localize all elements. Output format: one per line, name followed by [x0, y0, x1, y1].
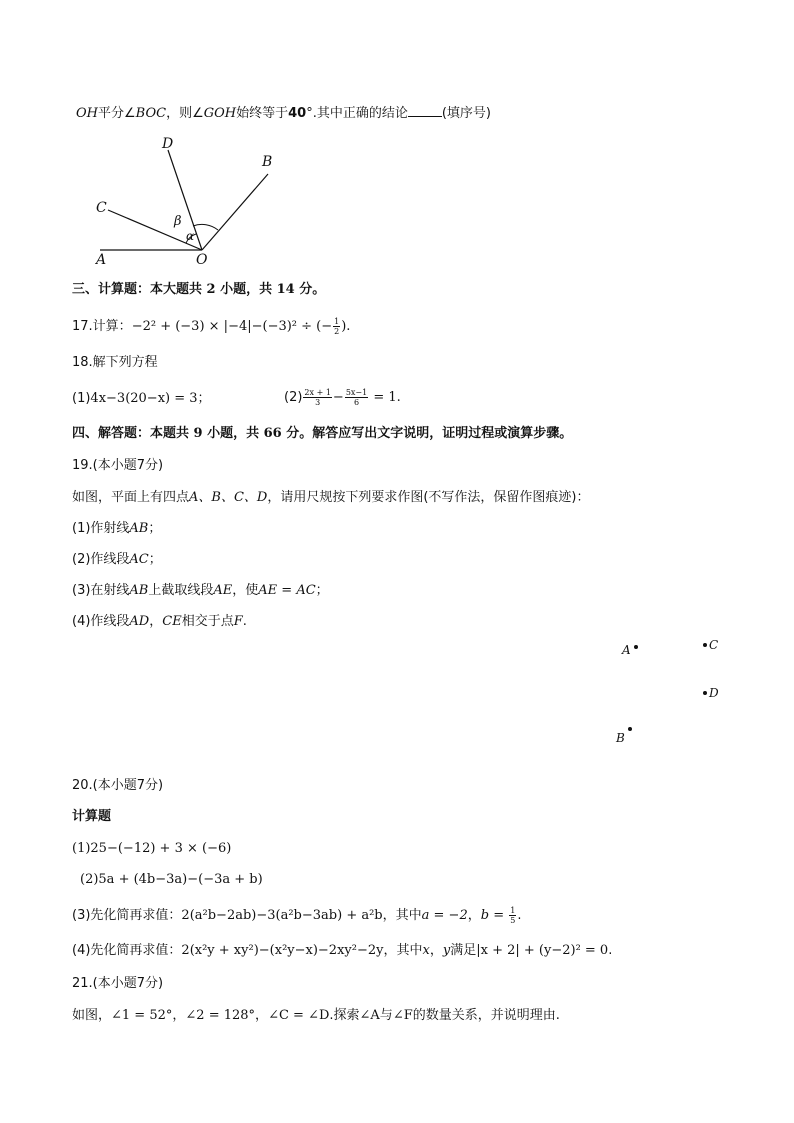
q20-p4-a: (4)先化简再求值： — [72, 943, 182, 958]
q19-step3 — [72, 582, 329, 600]
q20-p3-d: a = −2 — [421, 908, 468, 923]
q20-p3-c: ，其中 — [382, 908, 422, 923]
q21-t-b: ∠1 = 52° — [111, 1008, 173, 1023]
q20-p3-e: ， — [467, 908, 481, 923]
q17-fraction — [333, 317, 340, 336]
q19-intro-pts: A、B、C、D — [189, 490, 268, 505]
q18-f1-num: 2x + 1 — [304, 388, 331, 397]
q17-expr: −2² + (−3) × |−4|−(−3)² ÷ (− — [131, 319, 333, 334]
q19-s1-c: ； — [148, 521, 162, 536]
q19-step2 — [72, 551, 162, 569]
q21-t-i: 与 — [379, 1008, 393, 1023]
q19-s4-b: AD — [129, 614, 150, 629]
s4-mid: 小题，共 — [202, 426, 264, 441]
q21-t-c: ， — [172, 1008, 186, 1023]
q20-p3-g: . — [517, 908, 522, 923]
q19-s3-f: AE = AC — [258, 583, 316, 598]
q20-part3 — [72, 906, 521, 925]
q19-s1-a: (1)作射线 — [72, 521, 130, 536]
answer-blank — [408, 104, 442, 117]
section4-heading — [72, 425, 572, 443]
q20-p3-den: 5 — [510, 916, 516, 925]
q18-part2 — [284, 388, 401, 407]
q18-part1 — [72, 390, 211, 408]
label-alpha: α — [186, 229, 195, 243]
q21-t-f: ∠C = ∠D — [268, 1008, 330, 1023]
q19-s3-d: AE — [213, 583, 233, 598]
s3-n: 2 — [206, 282, 216, 297]
q21-title: 21.(本小题7分) — [72, 976, 164, 991]
s4-pts: 66 — [263, 426, 282, 441]
q17-prefix: 17.计算： — [72, 319, 132, 334]
q19-s4-c: ， — [149, 614, 163, 629]
q20-p3-b: 2(a²b−2ab)−3(a²b−3ab) + a²b — [181, 908, 383, 923]
q18-f2-den: 6 — [353, 398, 360, 407]
q19-s4-f: F — [233, 614, 243, 629]
q18-minus: − — [332, 390, 344, 405]
q19-label-d: D — [709, 686, 719, 700]
arc-beta — [193, 224, 218, 230]
q18-frac2 — [345, 388, 368, 407]
q16-goh: GOH — [203, 106, 237, 121]
q18-f2-num: 5x−1 — [345, 388, 368, 397]
q16-boc: BOC — [135, 106, 167, 121]
q16-t4: ，则∠ — [166, 106, 204, 121]
q19-s2-b: AC — [129, 552, 149, 567]
q16-40: 40 — [288, 106, 307, 121]
label-b: B — [262, 154, 273, 170]
q21-t-e: ， — [255, 1008, 269, 1023]
s4-pre: 四、解答题：本题共 — [72, 426, 194, 441]
q19-intro-a: 如图，平面上有四点 — [72, 490, 190, 505]
q19-s3-e: ，使 — [232, 583, 259, 598]
q21-t-d: ∠2 = 128° — [185, 1008, 256, 1023]
q21-t-j: ∠F — [392, 1008, 413, 1023]
q20-title: 20.(本小题7分) — [72, 778, 164, 793]
q20-part2: (2)5a + (4b−3a)−(−3a + b) — [80, 872, 263, 887]
q19-s4-g: . — [242, 614, 247, 629]
q18-rhs: = 1. — [369, 390, 401, 405]
q19-step4 — [72, 613, 247, 631]
q16-t6: 始终等于 — [236, 106, 289, 121]
q21-t-k: 的数量关系，并说明理由. — [412, 1008, 560, 1023]
angle-figure — [90, 130, 310, 270]
q19-label-b: B — [616, 731, 625, 745]
q17-suffix: ). — [341, 319, 351, 334]
q20-p3-a: (3)先化简再求值： — [72, 908, 182, 923]
q17-frac-den: 2 — [334, 327, 340, 336]
label-c: C — [96, 200, 107, 216]
q19-s2-c: ； — [148, 552, 162, 567]
q16-tail-line — [76, 104, 491, 123]
q19-s1-b: AB — [129, 521, 149, 536]
q21-t-g: .探索 — [329, 1008, 360, 1023]
ray-ob — [202, 174, 268, 250]
q20-p3-num: 1 — [510, 906, 516, 915]
q19-point-d — [703, 691, 707, 695]
label-d: D — [162, 136, 174, 152]
q20-p4-g: 满足 — [450, 943, 477, 958]
s3-post: 分。 — [294, 282, 326, 297]
q16-t9: (填序号) — [441, 106, 492, 121]
q19-intro — [72, 489, 589, 507]
q18-frac1 — [303, 388, 331, 407]
q21-t-h: ∠A — [359, 1008, 380, 1023]
q20-p3-f: b = — [480, 908, 509, 923]
q19-title: 19.(本小题7分) — [72, 458, 164, 473]
q20-p4-f: y — [442, 943, 451, 958]
q19-s3-g: ； — [315, 583, 329, 598]
s3-pts: 14 — [276, 282, 295, 297]
q16-t8: °.其中正确的结论 — [306, 106, 408, 121]
s3-mid: 小题，共 — [215, 282, 277, 297]
section3-heading — [72, 281, 325, 299]
q20-p4-h: |x + 2| + (y−2)² = 0 — [476, 943, 609, 958]
q18-p1-label: (1) — [72, 391, 91, 406]
q19-s4-a: (4)作线段 — [72, 614, 130, 629]
q19-s4-d: CE — [162, 614, 182, 629]
q19-label-c: C — [709, 638, 719, 652]
q19-label-a: A — [622, 643, 631, 657]
label-beta: β — [174, 214, 182, 229]
q19-s2-a: (2)作线段 — [72, 552, 130, 567]
q19-s3-a: (3)在射线 — [72, 583, 130, 598]
s3-pre: 三、计算题：本大题共 — [72, 282, 207, 297]
q20-p4-e: ， — [429, 943, 443, 958]
q18-p1-expr: 4x−3(20−x) = 3； — [90, 391, 211, 406]
label-o: O — [196, 252, 208, 268]
q19-point-c — [703, 643, 707, 647]
q17-frac-num: 1 — [334, 317, 340, 326]
q19-intro-b: ，请用尺规按下列要求作图(不写作法，保留作图痕迹)： — [267, 490, 590, 505]
q20-p4-i: . — [608, 943, 613, 958]
ray-od — [168, 150, 202, 250]
s4-n: 9 — [193, 426, 203, 441]
q18-p2-label: (2) — [284, 390, 303, 405]
q18-f1-den: 3 — [315, 398, 321, 407]
q18-title: 18.解下列方程 — [72, 355, 158, 370]
q19-point-b — [628, 727, 632, 731]
s4-post: 分。解答应写出文字说明，证明过程或演算步骤。 — [281, 426, 573, 441]
q16-oh: OH — [76, 106, 98, 121]
q21-text — [72, 1007, 560, 1025]
q20-sub: 计算题 — [72, 809, 112, 824]
q19-step1 — [72, 520, 161, 538]
q20-p4-c: ，其中 — [383, 943, 423, 958]
q21-t-a: 如图， — [72, 1008, 112, 1023]
q17-line — [72, 317, 350, 336]
q16-t2: 平分∠ — [98, 106, 136, 121]
q19-s3-b: AB — [129, 583, 149, 598]
q20-part1: (1)25−(−12) + 3 × (−6) — [72, 841, 232, 856]
q20-p3-fraction — [509, 906, 516, 925]
q20-p4-d: x — [422, 943, 430, 958]
q19-point-a — [634, 645, 638, 649]
q20-part4 — [72, 942, 612, 960]
q19-s3-c: 上截取线段 — [148, 583, 214, 598]
q20-p4-b: 2(x²y + xy²)−(x²y−x)−2xy²−2y — [181, 943, 384, 958]
label-a: A — [96, 252, 107, 268]
q19-s4-e: 相交于点 — [181, 614, 234, 629]
